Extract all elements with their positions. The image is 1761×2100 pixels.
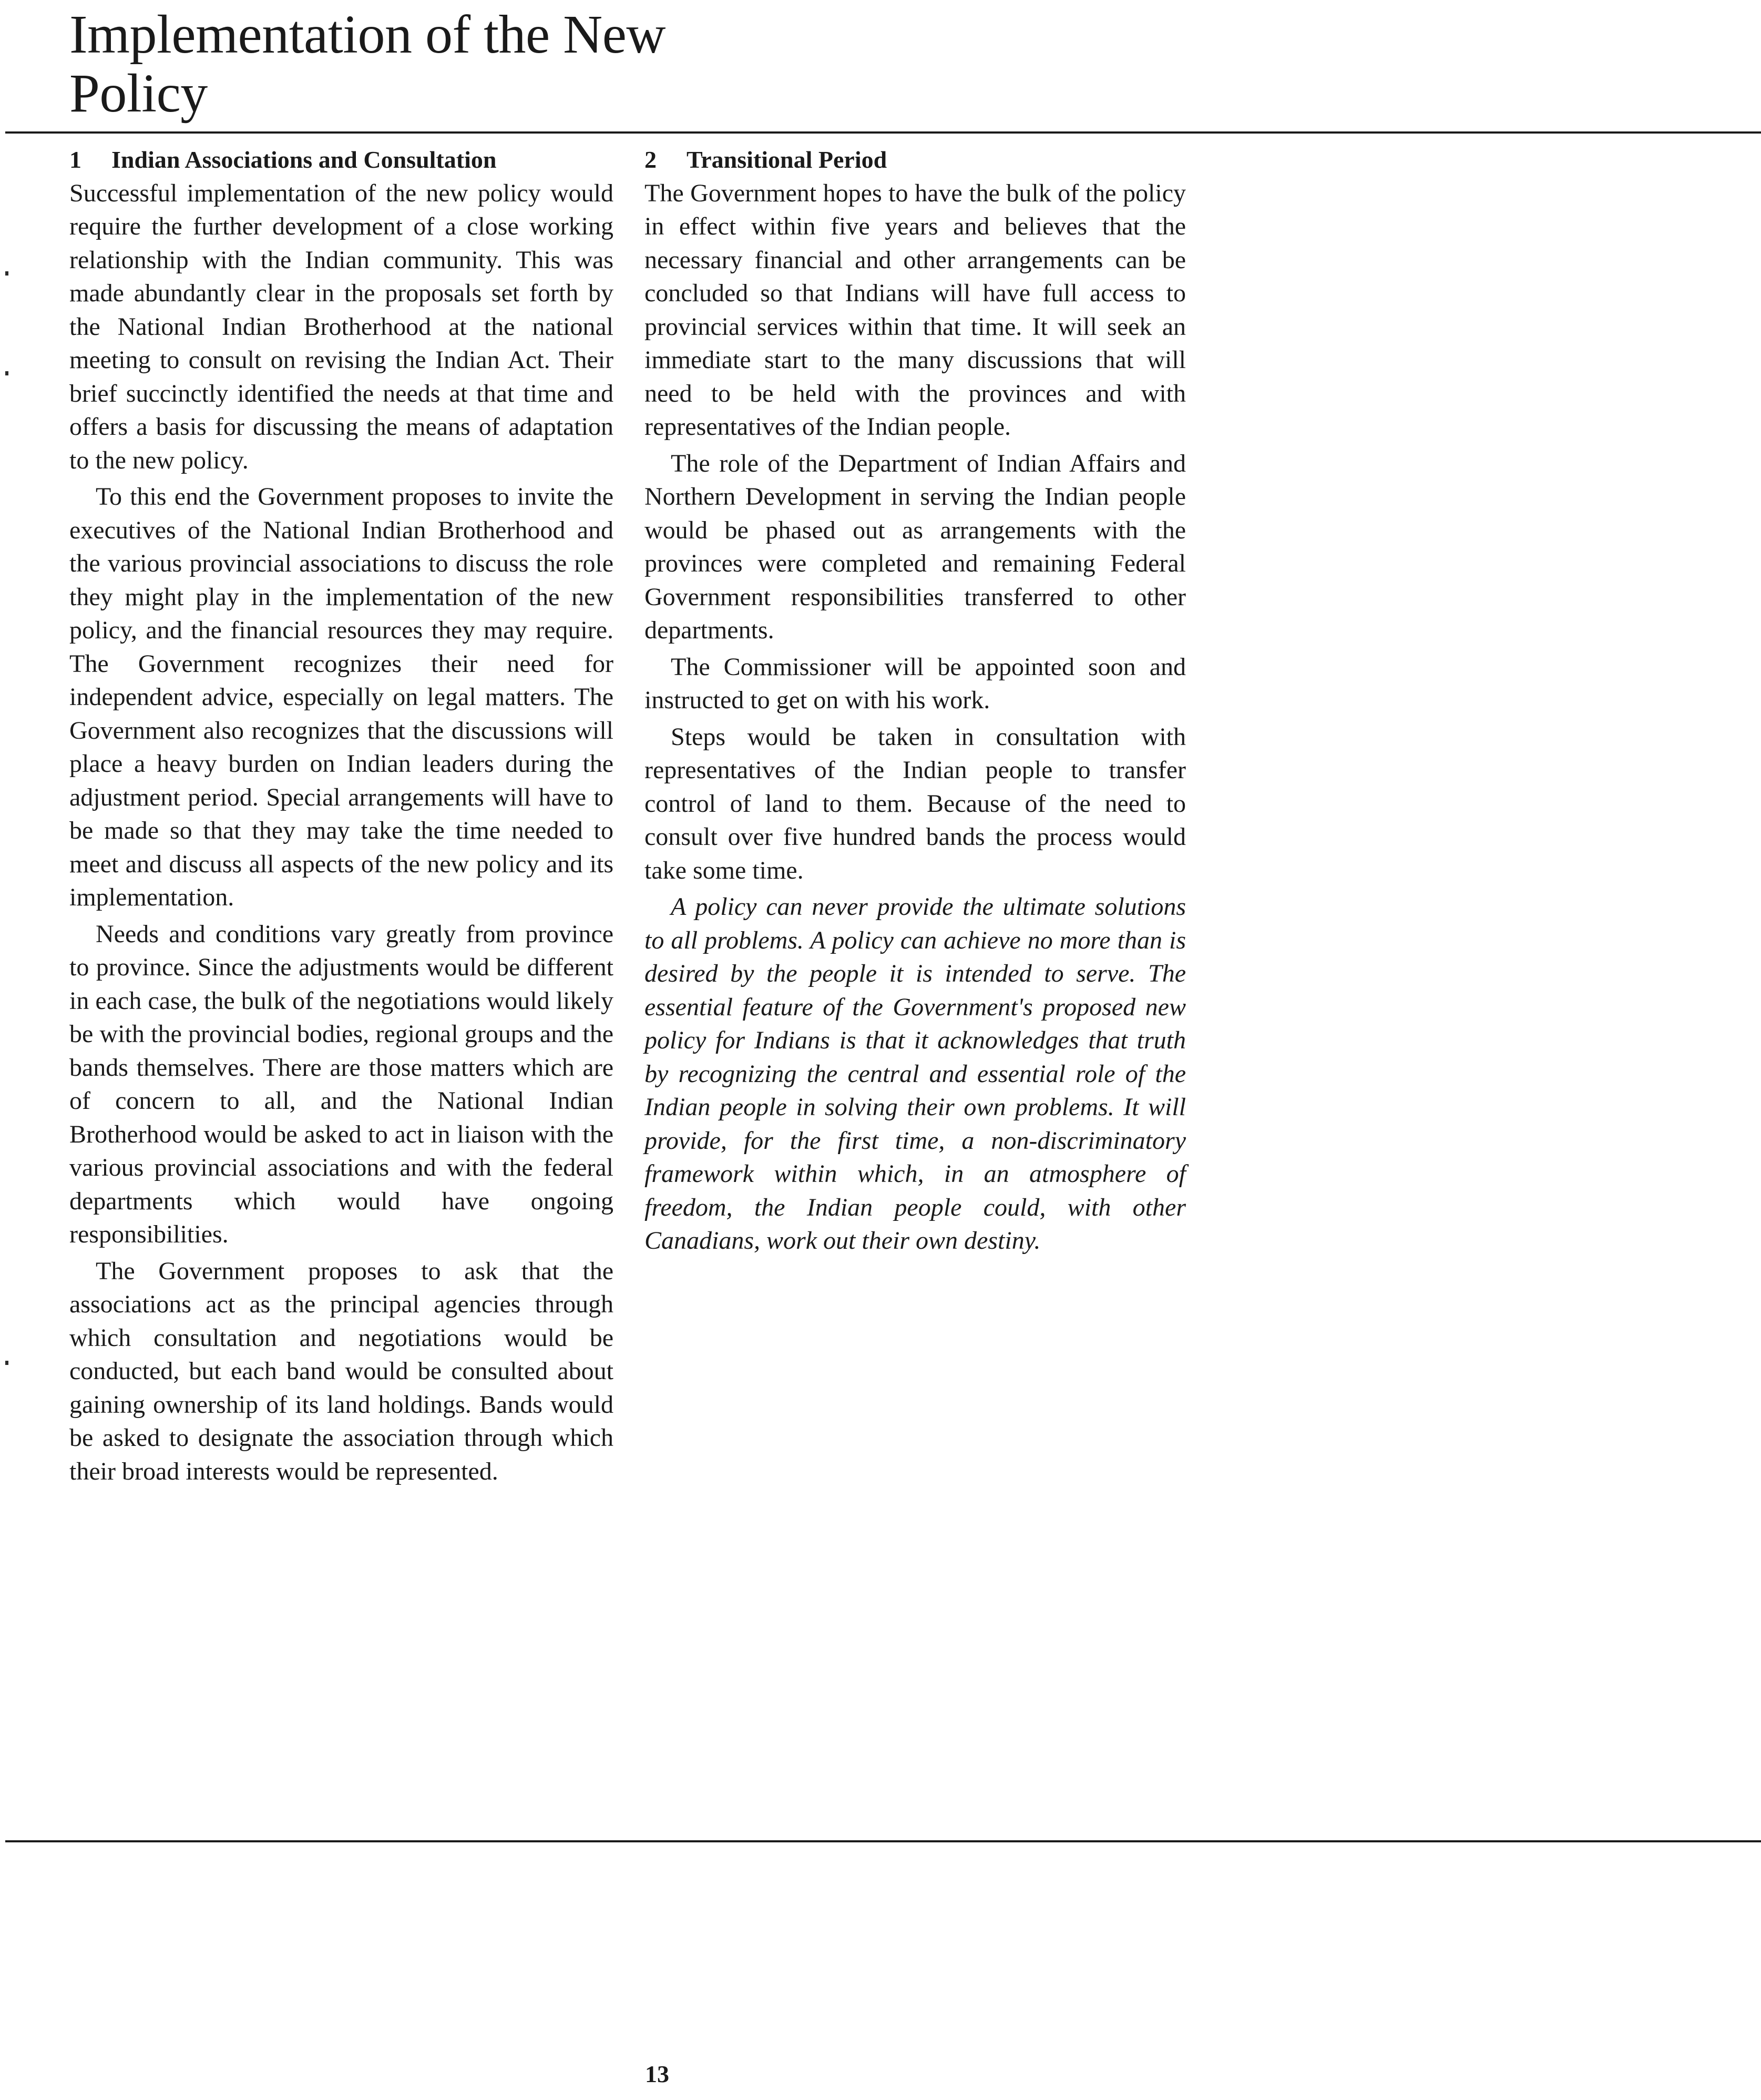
body-paragraph: Successful implementation of the new policy would require the further development of a close working relationship with the Indian community. This was made abundantly clear in the proposals set forth by the National Indian Brotherhood at the national meeting to consult on revising the Indian Act. Their brief succinctly identified the needs at that time and offers a basis for discussing the means of adaptation to the new policy. [69,179,613,474]
closing-statement: A policy can never provide the ultimate solutions to all problems. A policy can achieve no more than is desired by the people it is intended to serve. The essential feature of the Government's proposed new policy for Indians is that it acknowledges that truth by recognizing the central and essential role of the Indian people in solving their own problems. It will provide, for the first time, a non-discriminatory framework within which, in an atmosphere of freedom, the Indian people could, with other Canadians, work out their own destiny. [644,893,1186,1255]
margin-scan-mark [5,1361,8,1365]
section-number: 1 [69,146,81,173]
margin-scan-mark [5,271,8,276]
section-number: 2 [644,146,657,173]
top-divider [5,131,1761,134]
left-column [69,143,613,1488]
body-paragraph: The role of the Department of Indian Affairs and Northern Development in serving the Indian people would be phased out as arrangements with the provinces were completed and remaining Federal Government responsibilities transferred to other departments. [644,449,1186,644]
section-title: Indian Associations and Consultation [111,146,497,173]
body-paragraph: To this end the Government proposes to invite the executives of the National Indian Brotherhood and the various provincial associations to discuss the role they might play in the implementation of the new policy, and the financial resources they may require. The Government recognizes their need for independent advice, especially on legal matters. The Government also recognizes that the discussions will place a heavy burden on Indian leaders during the adjustment period. Special arrangements will have to be made so that they may take the time needed to meet and discuss all aspects of the new policy and its implementation. [69,483,613,911]
margin-scan-mark [5,371,8,375]
body-paragraph: Needs and conditions vary greatly from province to province. Since the adjustments would be different in each case, the bulk of the negotiations would likely be with the provincial bodies, regional groups and the bands themselves. There are those matters which are of concern to all, and the National Indian Brotherhood would be asked to act in liaison with the various provincial associations and with the federal departments which would have ongoing responsibilities. [69,920,613,1248]
section-heading [69,143,613,177]
bottom-divider [5,1840,1761,1842]
page-title: Implementation of the New Policy [69,4,666,124]
section-title: Transitional Period [687,146,887,173]
page-number: 13 [645,2061,669,2087]
body-paragraph: The Government hopes to have the bulk of the policy in effect within five years and believes that the necessary financial and other arrangements can be concluded so that Indians will have full access to provincial services within that time. It will seek an immediate start to the many discussions that will need to be held with the provinces and with representatives of the Indian people. [644,179,1186,441]
body-paragraph: The Commissioner will be appointed soon and instructed to get on with his work. [644,653,1186,714]
body-paragraph: Steps would be taken in consultation with representatives of the Indian people to transfer control of land to them. Because of the need to consult over five hundred bands the process would take some time. [644,722,1186,884]
section-heading [644,143,1186,177]
right-column [644,143,1186,1258]
body-paragraph: The Government proposes to ask that the associations act as the principal agencies through which consultation and negotiations would be conducted, but each band would be consulted about gaining ownership of its land holdings. Bands would be asked to designate the association through which their broad interests would be represented. [69,1257,613,1485]
